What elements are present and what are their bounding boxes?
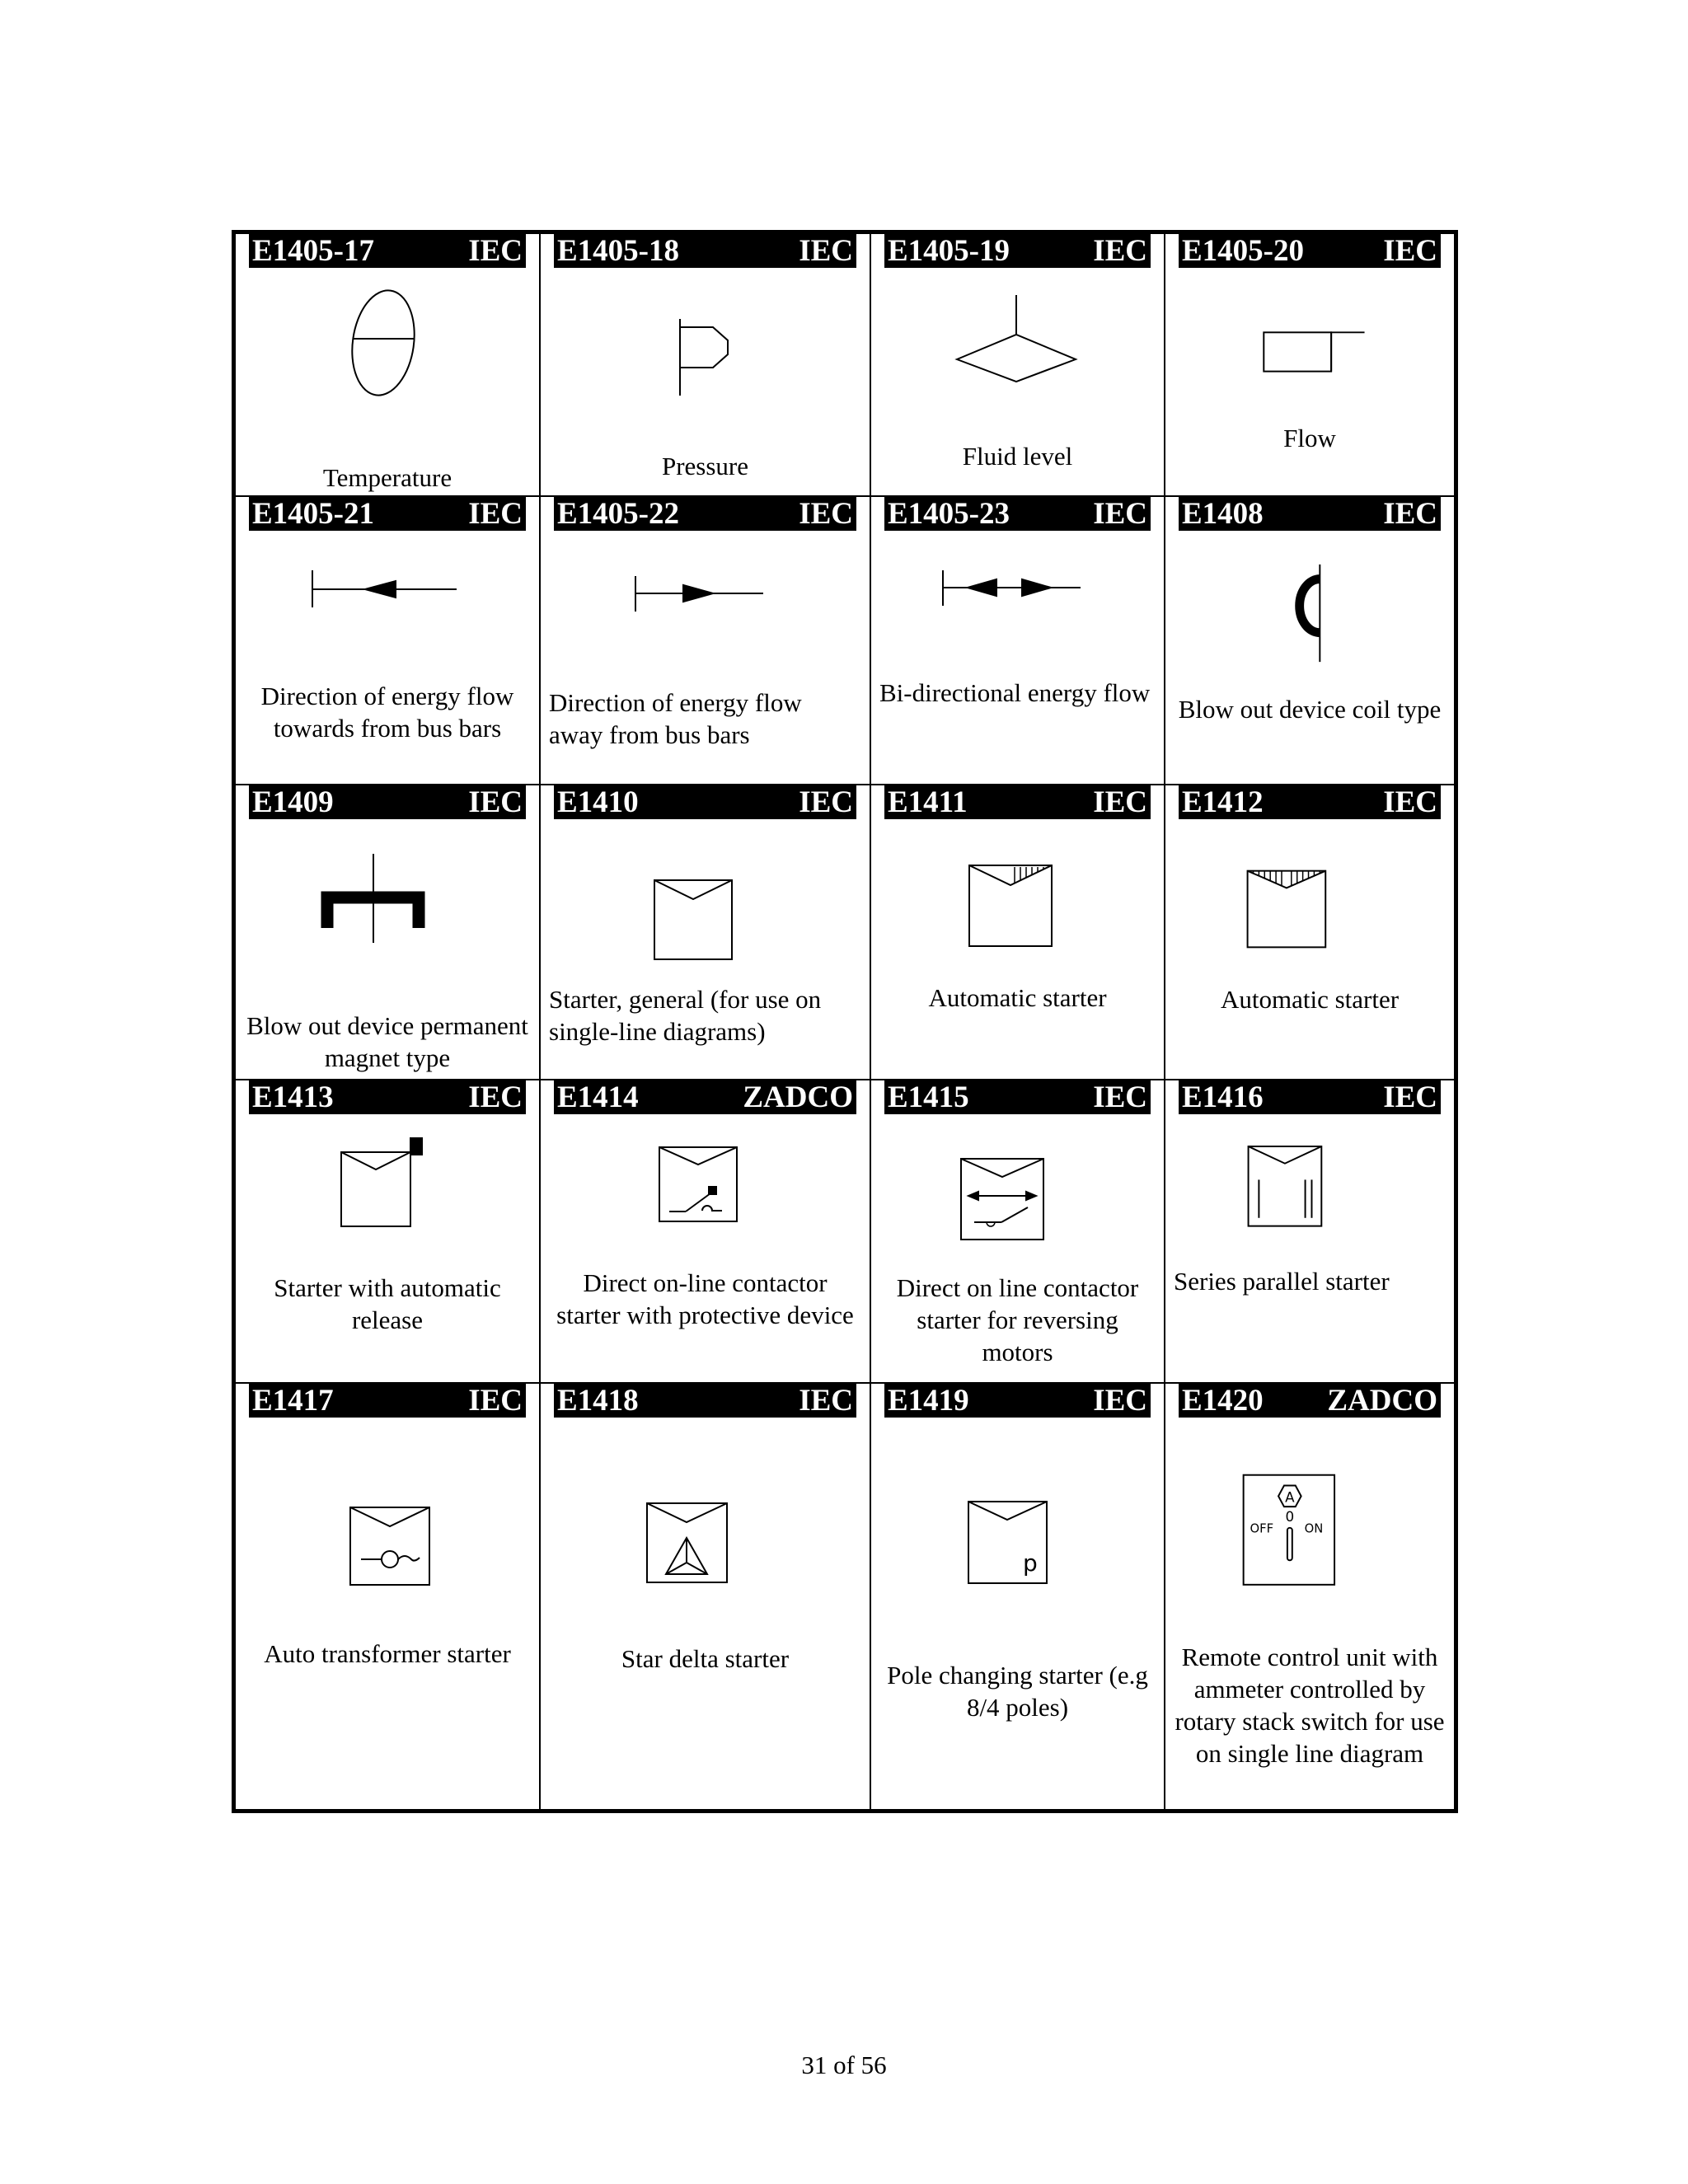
symbol-cell-e1419 xyxy=(871,1384,1165,1809)
switch-off-label: OFF xyxy=(1250,1521,1274,1536)
symbol-code: E1405-21 xyxy=(252,497,374,531)
symbol-cell-e1413 xyxy=(236,1080,541,1384)
symbol-standard: IEC xyxy=(1383,785,1437,819)
symbol-header xyxy=(249,1384,526,1418)
symbol-header xyxy=(884,497,1151,531)
starter-general-icon xyxy=(541,819,870,1001)
symbol-header xyxy=(554,1384,856,1418)
symbol-caption: Bi-directional energy flow xyxy=(879,678,1151,707)
blow-out-magnet-icon xyxy=(236,819,539,1001)
pressure-icon xyxy=(541,268,870,433)
symbol-header xyxy=(554,234,856,268)
symbol-caption: Starter with automatic release xyxy=(274,1273,501,1334)
symbol-header xyxy=(884,785,1151,819)
symbol-code: E1415 xyxy=(888,1080,969,1114)
symbol-standard: IEC xyxy=(799,785,853,819)
symbol-cell-e1405-22 xyxy=(541,497,871,785)
symbol-table xyxy=(232,230,1458,1813)
symbol-header xyxy=(249,234,526,268)
symbol-cell-e1420 xyxy=(1165,1384,1454,1809)
symbol-header xyxy=(249,785,526,819)
reversing-starter-icon xyxy=(871,1114,1164,1296)
symbol-caption: Automatic starter xyxy=(1220,985,1400,1014)
symbol-standard: IEC xyxy=(468,1384,523,1418)
symbol-standard: IEC xyxy=(799,1384,853,1418)
symbol-standard: IEC xyxy=(468,785,523,819)
auto-transformer-starter-icon xyxy=(236,1418,539,1615)
symbol-code: E1412 xyxy=(1182,785,1264,819)
symbol-cell-e1418 xyxy=(541,1384,871,1809)
symbol-cell-e1405-21 xyxy=(236,497,541,785)
energy-flow-away-icon xyxy=(541,531,870,696)
symbol-cell-e1409 xyxy=(236,785,541,1080)
symbol-caption: Fluid level xyxy=(962,442,1073,471)
starter-auto-release-icon xyxy=(236,1114,539,1296)
symbol-code: E1418 xyxy=(557,1384,639,1418)
symbol-cell-e1408 xyxy=(1165,497,1454,785)
symbol-standard: IEC xyxy=(1093,1080,1147,1114)
symbol-caption: Star delta starter xyxy=(621,1644,790,1673)
symbol-code: E1405-23 xyxy=(888,497,1010,531)
symbol-caption: Pole changing starter (e.g 8/4 poles) xyxy=(887,1661,1148,1722)
symbol-caption: Blow out device coil type xyxy=(1178,695,1442,724)
page-number: 31 of 56 xyxy=(801,2050,887,2079)
symbol-header xyxy=(1179,1384,1441,1418)
symbol-standard: IEC xyxy=(1383,497,1437,531)
energy-flow-towards-icon xyxy=(236,531,539,696)
symbol-header xyxy=(1179,234,1441,268)
symbol-cell-e1405-18 xyxy=(541,234,871,497)
symbol-cell-e1405-17 xyxy=(236,234,541,497)
symbol-standard: IEC xyxy=(1093,785,1147,819)
symbol-code: E1413 xyxy=(252,1080,334,1114)
symbol-caption: Automatic starter xyxy=(928,983,1107,1012)
symbol-code: E1405-20 xyxy=(1182,234,1304,268)
symbol-standard: IEC xyxy=(1383,234,1437,268)
symbol-standard: IEC xyxy=(799,234,853,268)
symbol-caption: Direction of energy flow towards from bus bars xyxy=(260,682,514,743)
symbol-header xyxy=(884,1384,1151,1418)
symbol-standard: IEC xyxy=(468,1080,523,1114)
symbol-caption: Direction of energy flow away from bus bars xyxy=(549,688,802,749)
symbol-standard: ZADCO xyxy=(1327,1384,1437,1418)
symbol-standard: IEC xyxy=(1093,234,1147,268)
symbol-cell-e1415 xyxy=(871,1080,1165,1384)
symbol-cell-e1405-20 xyxy=(1165,234,1454,497)
symbol-cell-e1405-23 xyxy=(871,497,1165,785)
symbol-caption: Starter, general (for use on single-line diagrams) xyxy=(549,985,822,1046)
symbol-code: E1410 xyxy=(557,785,639,819)
symbol-caption: Remote control unit with ammeter controlled by rotary stack switch for use on single line diagram xyxy=(1175,1643,1445,1768)
symbol-code: E1405-17 xyxy=(252,234,374,268)
symbol-header xyxy=(554,785,856,819)
symbol-caption: Temperature xyxy=(322,463,452,492)
symbol-caption: Auto transformer starter xyxy=(264,1639,511,1668)
symbol-caption: Flow xyxy=(1283,424,1336,452)
symbol-code: E1405-22 xyxy=(557,497,679,531)
symbol-header xyxy=(249,497,526,531)
symbol-code: E1419 xyxy=(888,1384,969,1418)
switch-on-label: ON xyxy=(1304,1521,1324,1536)
symbol-header xyxy=(249,1080,526,1114)
temperature-icon xyxy=(236,268,539,433)
symbol-caption: Direct on line contactor starter for reversing motors xyxy=(896,1273,1139,1366)
star-delta-starter-icon xyxy=(541,1418,870,1615)
symbol-code: E1414 xyxy=(557,1080,639,1114)
symbol-cell-e1416 xyxy=(1165,1080,1454,1384)
symbol-standard: IEC xyxy=(1383,1080,1437,1114)
symbol-standard: IEC xyxy=(468,234,523,268)
symbol-cell-e1410 xyxy=(541,785,871,1080)
symbol-standard: IEC xyxy=(799,497,853,531)
pole-label: p xyxy=(1023,1549,1038,1577)
remote-control-unit-icon xyxy=(1165,1418,1454,1615)
symbol-header xyxy=(554,1080,856,1114)
symbol-caption: Direct on-line contactor starter with protective device xyxy=(556,1268,854,1329)
symbol-header xyxy=(1179,497,1441,531)
bidirectional-flow-icon xyxy=(871,531,1164,696)
symbol-caption: Blow out device permanent magnet type xyxy=(246,1011,528,1072)
ammeter-label: A xyxy=(1285,1488,1295,1506)
symbol-code: E1417 xyxy=(252,1384,334,1418)
symbol-code: E1405-18 xyxy=(557,234,679,268)
symbol-cell-e1411 xyxy=(871,785,1165,1080)
symbol-caption: Pressure xyxy=(661,452,749,480)
symbol-standard: IEC xyxy=(1093,1384,1147,1418)
symbol-code: E1411 xyxy=(888,785,968,819)
blow-out-coil-icon xyxy=(1165,531,1454,696)
symbol-code: E1405-19 xyxy=(888,234,1010,268)
symbol-header xyxy=(884,234,1151,268)
symbol-caption: Series parallel starter xyxy=(1174,1267,1390,1296)
symbol-standard: IEC xyxy=(1093,497,1147,531)
symbol-header xyxy=(884,1080,1151,1114)
fluid-level-icon xyxy=(871,268,1164,433)
symbol-code: E1408 xyxy=(1182,497,1264,531)
symbol-header xyxy=(1179,785,1441,819)
symbol-header xyxy=(1179,1080,1441,1114)
switch-zero-label: 0 xyxy=(1285,1507,1295,1525)
symbol-standard: IEC xyxy=(468,497,523,531)
automatic-starter-icon xyxy=(871,819,1164,1001)
symbol-code: E1420 xyxy=(1182,1384,1264,1418)
automatic-starter-alt-icon xyxy=(1165,819,1454,1001)
symbol-cell-e1414 xyxy=(541,1080,871,1384)
symbol-standard: ZADCO xyxy=(743,1080,853,1114)
symbol-cell-e1417 xyxy=(236,1384,541,1809)
symbol-code: E1409 xyxy=(252,785,334,819)
symbol-cell-e1412 xyxy=(1165,785,1454,1080)
symbol-header xyxy=(554,497,856,531)
symbol-cell-e1405-19 xyxy=(871,234,1165,497)
pole-changing-starter-icon xyxy=(871,1418,1164,1615)
symbol-code: E1416 xyxy=(1182,1080,1264,1114)
flow-icon xyxy=(1165,268,1454,433)
